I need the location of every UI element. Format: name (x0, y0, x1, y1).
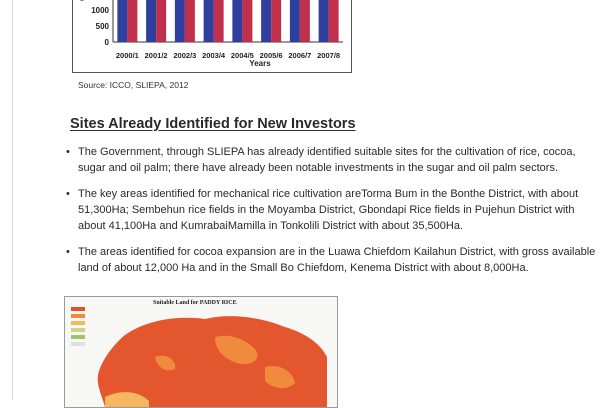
bullet-dot: • (66, 246, 70, 258)
y-axis-label (78, 0, 87, 1)
bullet-item (64, 244, 596, 276)
y-tick-label: 0 (104, 38, 109, 47)
paddy-rice-suitability-map (64, 296, 338, 408)
bar (290, 0, 300, 42)
section-heading: Sites Already Identified for New Investors (70, 116, 356, 132)
scan-edge-line (12, 0, 13, 400)
bullet-dot: • (66, 188, 70, 200)
x-axis-label: Years (249, 59, 271, 68)
bar (261, 0, 271, 42)
bar (156, 0, 166, 42)
map-title: Suitable Land for PADDY RICE (153, 300, 237, 306)
bar (204, 0, 214, 42)
bar (329, 0, 339, 42)
bar (117, 0, 127, 42)
x-tick-label: 2000/1 (115, 51, 139, 60)
bullet-text: The key areas identified for mechanical rice cultivation areTorma Bum in the Bonthe District, with about 51,300Ha; Sembehun rice fields in the Moyamba District, Gbondapi Rice fields in Pujehun District with about 41,100Ha and KumrabaiMamilla in Tonkolili District with about 35,500Ha. (78, 188, 579, 232)
bar (271, 0, 281, 42)
chart-source-caption: Source: ICCO, SLIEPA, 2012 (78, 80, 189, 90)
bar (146, 0, 156, 42)
bar (300, 0, 310, 42)
y-tick-label: 500 (95, 22, 109, 31)
bullet-text: The areas identified for cocoa expansion are in the Luawa Chiefdom Kailahun District, with gross available land of about 12,000 Ha and in the Small Bo Chiefdom, Kenema District with about 8,000Ha. (78, 246, 596, 274)
bullet-text: The Government, through SLIEPA has already identified suitable sites for the cultivation of rice, cocoa, sugar and oil palm; there have already been notable investments in the sugar and oil palm sectors. (78, 146, 576, 174)
y-tick-label: 1000 (91, 6, 109, 15)
bar (185, 0, 195, 42)
x-tick-label: 2004/5 (230, 51, 254, 60)
x-tick-label: 2002/3 (173, 51, 197, 60)
bar (214, 0, 224, 42)
map-image (65, 297, 337, 407)
production-bar-chart (72, 0, 352, 73)
bar (242, 0, 252, 42)
bullet-dot: • (66, 146, 70, 158)
x-tick-label: 2006/7 (288, 51, 312, 60)
bar-chart-svg (73, 0, 351, 72)
bullet-item (64, 186, 596, 234)
bar (232, 0, 242, 42)
bar (175, 0, 185, 42)
x-tick-label: 2001/2 (144, 51, 168, 60)
bar (127, 0, 137, 42)
bullet-item (64, 144, 596, 176)
x-tick-label: 2007/8 (317, 51, 341, 60)
x-tick-label: 2003/4 (202, 51, 226, 60)
x-tick-label: 2005/6 (259, 51, 283, 60)
bullet-list (64, 144, 596, 286)
bar (319, 0, 329, 42)
